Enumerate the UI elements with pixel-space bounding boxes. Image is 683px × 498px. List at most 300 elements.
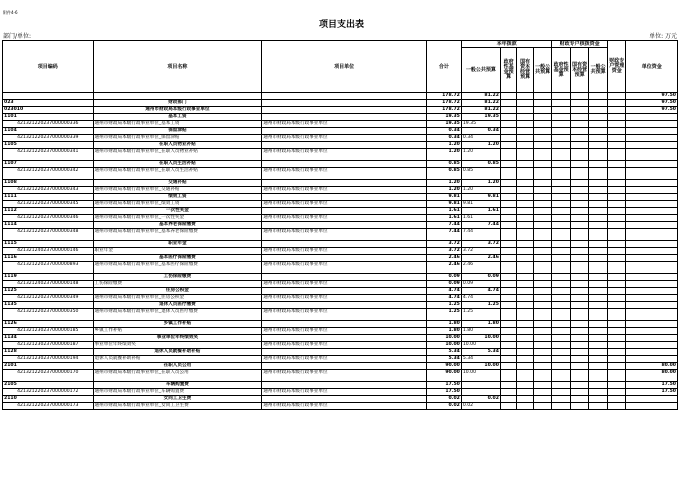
row-unit xyxy=(262,396,427,403)
row-state-capital xyxy=(517,302,533,309)
row-fs-general xyxy=(533,187,552,194)
row-fin-household xyxy=(607,281,626,288)
row-code: 421321230237000000194 xyxy=(3,356,94,363)
page-title: 项目支出表 xyxy=(318,20,364,30)
row-unit xyxy=(262,161,427,168)
row-fs-other xyxy=(589,255,608,262)
row-fs-gov-fund xyxy=(552,241,571,248)
row-fs-gov-fund xyxy=(552,403,571,410)
row-code: 1128 xyxy=(3,349,94,356)
row-fs-state-capital xyxy=(570,309,589,321)
row-unit-funds: 80.00 xyxy=(626,370,678,382)
row-total: 1.20 xyxy=(426,149,461,161)
row-general-budget: 7.44 xyxy=(461,229,500,241)
row-name xyxy=(93,93,262,100)
row-unit xyxy=(262,274,427,281)
row-fs-other xyxy=(589,121,608,128)
row-general-budget: 1.20 xyxy=(461,142,500,149)
row-name: 通州市财政局本级行政事业单位_在职人员公用 xyxy=(93,370,262,382)
row-fs-state-capital xyxy=(570,208,589,215)
row-name: 退休人员医疗缴费 xyxy=(93,302,262,309)
row-fs-general xyxy=(533,389,552,396)
row-fs-state-capital xyxy=(570,288,589,295)
row-name: 通州市财政局本级行政事业单位_基本养老保险缴费 xyxy=(93,229,262,241)
row-general-budget: 81.22 xyxy=(461,93,500,100)
row-unit-funds xyxy=(626,262,678,274)
row-fs-other xyxy=(589,328,608,335)
row-fin-household xyxy=(607,248,626,255)
row-code: 421321220237000000893 xyxy=(3,262,94,274)
table-row xyxy=(3,342,678,349)
row-general-budget: 0.02 xyxy=(461,403,500,410)
row-state-capital xyxy=(517,121,533,128)
row-fs-other xyxy=(589,187,608,194)
header-fs-general-2: 一般公共预算 xyxy=(589,48,608,93)
header-code: 项目编码 xyxy=(3,41,94,93)
row-unit xyxy=(262,241,427,248)
table-row xyxy=(3,389,678,396)
row-name: 通州市财政局本级行政事业单位_在职人员生活补贴 xyxy=(93,168,262,180)
table-row xyxy=(3,107,678,114)
row-name: 在职人员生活补贴 xyxy=(93,161,262,168)
row-total: 178.72 xyxy=(426,107,461,114)
row-unit-funds xyxy=(626,349,678,356)
row-gov-fund xyxy=(500,128,516,135)
row-unit-funds xyxy=(626,321,678,328)
row-gov-fund xyxy=(500,255,516,262)
row-fs-gov-fund xyxy=(552,107,571,114)
row-gov-fund xyxy=(500,363,516,370)
row-code: 1107 xyxy=(3,161,94,168)
header-unit-funds: 单位资金 xyxy=(626,41,678,93)
row-code: 1111 xyxy=(3,194,94,201)
row-state-capital xyxy=(517,396,533,403)
row-general-budget: 9.81 xyxy=(461,201,500,208)
row-state-capital xyxy=(517,168,533,180)
row-fs-gov-fund xyxy=(552,93,571,100)
row-fs-state-capital xyxy=(570,229,589,241)
row-fs-general xyxy=(533,349,552,356)
row-fin-household xyxy=(607,262,626,274)
row-general-budget: 0.34 xyxy=(461,135,500,142)
row-unit-funds xyxy=(626,288,678,295)
row-code: 2110 xyxy=(3,396,94,403)
table-row xyxy=(3,215,678,222)
row-name: 退休人员就餐补助补贴 xyxy=(93,356,262,363)
row-fs-gov-fund xyxy=(552,121,571,128)
row-fin-household xyxy=(607,295,626,302)
row-fs-gov-fund xyxy=(552,262,571,274)
row-fs-other xyxy=(589,241,608,248)
row-fs-gov-fund xyxy=(552,356,571,363)
row-gov-fund xyxy=(500,121,516,128)
row-general-budget: 1.80 xyxy=(461,328,500,335)
row-unit-funds xyxy=(626,241,678,248)
row-general-budget: 81.22 xyxy=(461,107,500,114)
row-fs-state-capital xyxy=(570,241,589,248)
row-fin-household xyxy=(607,370,626,382)
row-fs-state-capital xyxy=(570,201,589,208)
row-code: 1119 xyxy=(3,274,94,281)
row-state-capital xyxy=(517,342,533,349)
row-name: 通州市财政局本级行政事业单位_一次性奖金 xyxy=(93,215,262,222)
table-row xyxy=(3,114,678,121)
row-state-capital xyxy=(517,100,533,107)
table-row xyxy=(3,255,678,262)
row-fs-other xyxy=(589,100,608,107)
row-state-capital xyxy=(517,288,533,295)
row-gov-fund xyxy=(500,349,516,356)
row-unit: 通州市财政局本级行政事业单位 xyxy=(262,342,427,349)
row-total: 9.81 xyxy=(426,201,461,208)
row-fin-household xyxy=(607,255,626,262)
row-unit: 通州市财政局本级行政事业单位 xyxy=(262,356,427,363)
row-general-budget: 10.00 xyxy=(461,342,500,349)
header-name: 项目名称 xyxy=(93,41,262,93)
row-unit-funds xyxy=(626,309,678,321)
row-total: 5.34 xyxy=(426,356,461,363)
row-state-capital xyxy=(517,201,533,208)
row-fs-gov-fund xyxy=(552,328,571,335)
row-name: 通州市财政局本级行政事业单位_退休人员医疗缴费 xyxy=(93,309,262,321)
row-unit-funds: 97.50 xyxy=(626,107,678,114)
row-fs-general xyxy=(533,262,552,274)
row-fs-state-capital xyxy=(570,180,589,187)
row-fs-gov-fund xyxy=(552,389,571,396)
row-fs-gov-fund xyxy=(552,288,571,295)
row-general-budget: 1.25 xyxy=(461,302,500,309)
row-name: 乡镇工作补贴 xyxy=(93,328,262,335)
row-name: 通州市财政局本级行政事业单位_女同工卫生费 xyxy=(93,403,262,410)
row-name: 职业年金 xyxy=(93,248,262,255)
row-fs-general xyxy=(533,135,552,142)
row-fs-other xyxy=(589,194,608,201)
row-general-budget: 0.85 xyxy=(461,168,500,180)
table-row xyxy=(3,93,678,100)
row-total: 0.85 xyxy=(426,161,461,168)
row-total: 1.25 xyxy=(426,302,461,309)
row-fs-gov-fund xyxy=(552,208,571,215)
table-row xyxy=(3,142,678,149)
row-state-capital xyxy=(517,215,533,222)
row-fs-general xyxy=(533,288,552,295)
row-unit-funds xyxy=(626,201,678,208)
row-fin-household xyxy=(607,382,626,389)
row-general-budget: 19.35 xyxy=(461,114,500,121)
row-fs-general xyxy=(533,255,552,262)
row-fs-other xyxy=(589,215,608,222)
row-code: 1112 xyxy=(3,208,94,215)
row-fin-household xyxy=(607,309,626,321)
row-total: 1.80 xyxy=(426,321,461,328)
row-fs-gov-fund xyxy=(552,295,571,302)
row-state-capital xyxy=(517,403,533,410)
row-fs-general xyxy=(533,215,552,222)
row-fin-household xyxy=(607,222,626,229)
row-fs-other xyxy=(589,201,608,208)
row-state-capital xyxy=(517,142,533,149)
row-fs-state-capital xyxy=(570,274,589,281)
row-unit-funds xyxy=(626,396,678,403)
row-gov-fund xyxy=(500,149,516,161)
row-name: 工伤保险缴费 xyxy=(93,281,262,288)
row-unit-funds: 17.50 xyxy=(626,382,678,389)
row-fs-other xyxy=(589,135,608,142)
row-fs-gov-fund xyxy=(552,194,571,201)
row-gov-fund xyxy=(500,194,516,201)
row-name: 在职人员物业补贴 xyxy=(93,142,262,149)
row-fs-other xyxy=(589,288,608,295)
row-unit: 通州市财政局本级行政事业单位 xyxy=(262,403,427,410)
row-unit-funds xyxy=(626,229,678,241)
row-general-budget: 10.00 xyxy=(461,370,500,382)
row-name: 住房公积金 xyxy=(93,288,262,295)
row-name: 绩效工资 xyxy=(93,194,262,201)
row-fin-household xyxy=(607,363,626,370)
row-name: 通州市财政局本级行政事业单位_交通补贴 xyxy=(93,187,262,194)
row-unit xyxy=(262,142,427,149)
row-total: 0.09 xyxy=(426,274,461,281)
row-total: 0.02 xyxy=(426,396,461,403)
row-fs-other xyxy=(589,382,608,389)
row-code: 421321220237000000346 xyxy=(3,215,94,222)
row-fs-other xyxy=(589,168,608,180)
row-fs-general xyxy=(533,274,552,281)
row-unit: 通州市财政局本级行政事业单位 xyxy=(262,201,427,208)
row-unit-funds xyxy=(626,248,678,255)
row-fs-other xyxy=(589,342,608,349)
row-code: 1114 xyxy=(3,222,94,229)
row-unit-funds xyxy=(626,161,678,168)
row-fin-household xyxy=(607,168,626,180)
row-code: 1101 xyxy=(3,114,94,121)
row-unit: 通州市财政局本级行政事业单位 xyxy=(262,215,427,222)
row-unit-funds: 97.50 xyxy=(626,100,678,107)
row-code: 421321220237000000342 xyxy=(3,168,94,180)
table-row xyxy=(3,248,678,255)
row-total: 4.74 xyxy=(426,288,461,295)
row-fs-other xyxy=(589,396,608,403)
row-state-capital xyxy=(517,281,533,288)
row-fs-other xyxy=(589,363,608,370)
row-fs-gov-fund xyxy=(552,100,571,107)
row-fin-household xyxy=(607,107,626,114)
row-unit-funds xyxy=(626,121,678,128)
row-fs-other xyxy=(589,107,608,114)
row-code: 1125 xyxy=(3,288,94,295)
row-code: 421321220237000000348 xyxy=(3,229,94,241)
row-unit-funds xyxy=(626,149,678,161)
row-fs-other xyxy=(589,180,608,187)
row-name: 退休人员就餐补助补贴 xyxy=(93,349,262,356)
row-fin-household xyxy=(607,403,626,410)
attachment-label: 附件4-6 xyxy=(3,10,18,15)
row-fs-general xyxy=(533,328,552,335)
table-row xyxy=(3,321,678,328)
row-unit-funds xyxy=(626,180,678,187)
row-fs-general xyxy=(533,335,552,342)
row-state-capital xyxy=(517,128,533,135)
row-fs-gov-fund xyxy=(552,215,571,222)
row-state-capital xyxy=(517,363,533,370)
row-fs-state-capital xyxy=(570,142,589,149)
row-fs-general xyxy=(533,168,552,180)
row-fs-state-capital xyxy=(570,321,589,328)
table-row xyxy=(3,187,678,194)
row-code: 421321220237000000345 xyxy=(3,201,94,208)
row-fs-general xyxy=(533,342,552,349)
row-code: 2105 xyxy=(3,382,94,389)
row-total: 0.85 xyxy=(426,168,461,180)
row-fs-general xyxy=(533,248,552,255)
row-fs-gov-fund xyxy=(552,309,571,321)
row-gov-fund xyxy=(500,274,516,281)
row-fs-state-capital xyxy=(570,168,589,180)
row-fs-gov-fund xyxy=(552,149,571,161)
row-general-budget: 19.35 xyxy=(461,121,500,128)
row-fs-state-capital xyxy=(570,248,589,255)
row-fin-household xyxy=(607,328,626,335)
row-fs-state-capital xyxy=(570,363,589,370)
row-fs-state-capital xyxy=(570,295,589,302)
row-state-capital xyxy=(517,135,533,142)
row-code: 421321220237000000336 xyxy=(3,121,94,128)
row-unit xyxy=(262,222,427,229)
row-fin-household xyxy=(607,161,626,168)
row-total: 1.20 xyxy=(426,142,461,149)
row-total: 0.34 xyxy=(426,128,461,135)
row-general-budget: 1.20 xyxy=(461,187,500,194)
row-fs-gov-fund xyxy=(552,135,571,142)
row-name: 基本养老保险缴费 xyxy=(93,222,262,229)
row-fin-household xyxy=(607,201,626,208)
row-general-budget: 4.74 xyxy=(461,288,500,295)
row-fs-state-capital xyxy=(570,382,589,389)
row-state-capital xyxy=(517,149,533,161)
table-row xyxy=(3,302,678,309)
row-gov-fund xyxy=(500,262,516,274)
row-gov-fund xyxy=(500,215,516,222)
row-fs-other xyxy=(589,128,608,135)
row-unit-funds xyxy=(626,114,678,121)
row-fs-gov-fund xyxy=(552,274,571,281)
row-unit-funds: 80.00 xyxy=(626,363,678,370)
row-total: 1.20 xyxy=(426,180,461,187)
row-fin-household xyxy=(607,349,626,356)
row-gov-fund xyxy=(500,93,516,100)
row-name: 基本工资 xyxy=(93,114,262,121)
row-state-capital xyxy=(517,328,533,335)
row-unit xyxy=(262,93,427,100)
row-general-budget: 7.44 xyxy=(461,222,500,229)
row-fin-household xyxy=(607,135,626,142)
table-row xyxy=(3,396,678,403)
row-fs-state-capital xyxy=(570,121,589,128)
row-total: 2.46 xyxy=(426,255,461,262)
row-gov-fund xyxy=(500,342,516,349)
row-unit-funds xyxy=(626,295,678,302)
row-total: 19.35 xyxy=(426,114,461,121)
row-gov-fund xyxy=(500,241,516,248)
row-unit: 通州市财政局本级行政事业单位 xyxy=(262,135,427,142)
row-general-budget: 0.02 xyxy=(461,396,500,403)
row-fs-state-capital xyxy=(570,93,589,100)
row-name: 交通补贴 xyxy=(93,180,262,187)
row-name: 通州市财政局本级行政事业单位_基本工资 xyxy=(93,121,262,128)
table-row xyxy=(3,335,678,342)
row-fin-household xyxy=(607,356,626,363)
table-row xyxy=(3,128,678,135)
row-state-capital xyxy=(517,389,533,396)
row-gov-fund xyxy=(500,208,516,215)
row-total: 0.02 xyxy=(426,403,461,410)
row-fin-household xyxy=(607,128,626,135)
table-row xyxy=(3,309,678,321)
row-fs-general xyxy=(533,180,552,187)
row-gov-fund xyxy=(500,187,516,194)
row-fs-gov-fund xyxy=(552,201,571,208)
row-fs-other xyxy=(589,142,608,149)
row-name: 通州市财政局本级行政事业单位_在职人员物业补贴 xyxy=(93,149,262,161)
row-fs-state-capital xyxy=(570,222,589,229)
header-current-year: 本年拨款 xyxy=(461,41,552,48)
row-code: 421321240237000000146 xyxy=(3,248,94,255)
row-name: 事业单位年终绩效奖 xyxy=(93,335,262,342)
row-general-budget: 0.09 xyxy=(461,274,500,281)
row-gov-fund xyxy=(500,302,516,309)
row-general-budget: 10.00 xyxy=(461,335,500,342)
row-fs-general xyxy=(533,194,552,201)
row-fs-general xyxy=(533,356,552,363)
row-unit-funds xyxy=(626,208,678,215)
row-fs-other xyxy=(589,389,608,396)
row-state-capital xyxy=(517,335,533,342)
row-code: 1126 xyxy=(3,321,94,328)
row-name: 事业单位年终绩效奖 xyxy=(93,342,262,349)
row-fs-other xyxy=(589,229,608,241)
table-row xyxy=(3,288,678,295)
row-fs-gov-fund xyxy=(552,382,571,389)
row-code: 023010 xyxy=(3,107,94,114)
row-fs-other xyxy=(589,370,608,382)
row-general-budget: 1.61 xyxy=(461,208,500,215)
row-fs-general xyxy=(533,382,552,389)
row-state-capital xyxy=(517,370,533,382)
header-general-budget: 一般公共预算 xyxy=(461,48,500,93)
row-general-budget: 1.61 xyxy=(461,215,500,222)
row-state-capital xyxy=(517,321,533,328)
row-gov-fund xyxy=(500,107,516,114)
row-fs-other xyxy=(589,222,608,229)
row-gov-fund xyxy=(500,135,516,142)
row-unit-funds xyxy=(626,194,678,201)
row-fs-state-capital xyxy=(570,349,589,356)
row-fs-state-capital xyxy=(570,342,589,349)
row-state-capital xyxy=(517,93,533,100)
row-state-capital xyxy=(517,107,533,114)
row-unit xyxy=(262,114,427,121)
row-unit xyxy=(262,349,427,356)
row-fs-general xyxy=(533,93,552,100)
row-total: 4.74 xyxy=(426,295,461,302)
row-name: 乡镇工作补贴 xyxy=(93,321,262,328)
table-row xyxy=(3,180,678,187)
row-fs-state-capital xyxy=(570,328,589,335)
row-gov-fund xyxy=(500,295,516,302)
row-fs-general xyxy=(533,403,552,410)
row-fin-household xyxy=(607,180,626,187)
row-total: 1.61 xyxy=(426,215,461,222)
